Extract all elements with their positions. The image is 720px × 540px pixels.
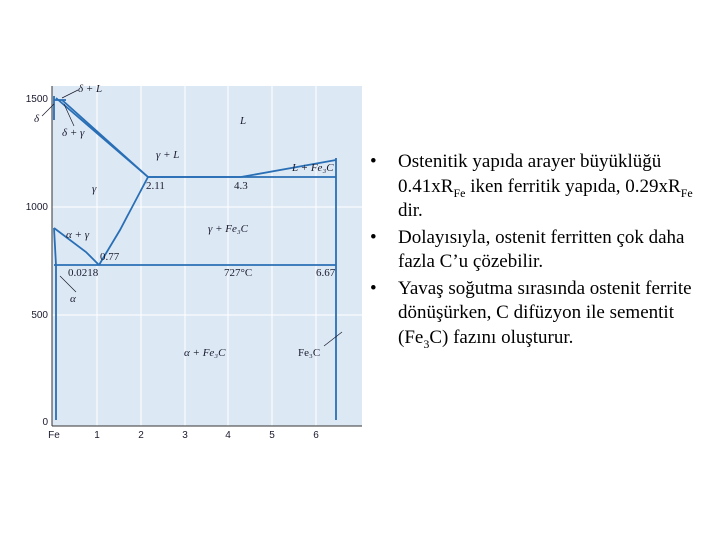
- y-tick-0: 0: [42, 417, 48, 428]
- y-tick-1000: 1000: [26, 202, 48, 213]
- bullet-item-2: • Dolayısıyla, ostenit ferritten çok daha fazla C’u çözebilir.: [370, 226, 685, 272]
- bullet-glyph: •: [370, 151, 377, 172]
- region-delta-gamma: δ + γ: [62, 127, 85, 139]
- bullet-item-1: • Ostenitik yapıda arayer büyüklüğü $0.41xR_{Fe}$ iken ferritik yapıda, $0.29xR_{Fe}$ dir.: [370, 151, 693, 221]
- region-delta: δ: [34, 113, 40, 125]
- region-gamma-fe3c: γ + Fe₃C: [208, 223, 249, 235]
- x-tick-fe: Fe: [48, 430, 60, 440]
- bullet-list: [366, 150, 711, 352]
- bullet-glyph: •: [370, 226, 377, 248]
- point-6-67: 6.67: [316, 267, 336, 279]
- y-tick-1500: 1500: [26, 94, 48, 105]
- region-alpha-fe3c: α + Fe₃C: [184, 347, 226, 359]
- region-alpha: α: [70, 293, 76, 305]
- x-tick-3: 3: [182, 430, 188, 440]
- bullet-glyph: •: [370, 277, 377, 299]
- x-tick-1: 1: [94, 430, 100, 440]
- x-tick-4: 4: [225, 430, 231, 440]
- x-tick-2: 2: [138, 430, 144, 440]
- y-tick-500: 500: [31, 310, 48, 321]
- region-gamma-l: γ + L: [156, 149, 180, 161]
- region-fe3c: Fe₃C: [298, 347, 321, 359]
- bullet-item-3: • Yavaş soğutma sırasında ostenit ferrite dönüşürken, C difüzyon ile sementit $(Fe_3C)$ fazını oluşturur.: [370, 277, 692, 351]
- point-4-3: 4.3: [234, 180, 248, 192]
- point-0-77: 0.77: [100, 251, 120, 263]
- x-tick-5: 5: [269, 430, 275, 440]
- region-alpha-gamma: α + γ: [66, 229, 90, 241]
- eutectoid-temperature: 727°C: [224, 267, 253, 279]
- point-2-11: 2.11: [146, 180, 165, 192]
- region-delta-l: δ + L: [78, 83, 103, 95]
- x-tick-6: 6: [313, 430, 319, 440]
- region-l-fe3c: L + Fe₃C: [292, 162, 334, 174]
- point-0-0218: 0.0218: [68, 267, 99, 279]
- region-gamma: γ: [92, 183, 97, 195]
- region-liquid: L: [240, 115, 247, 127]
- iron-carbon-phase-diagram: [26, 80, 362, 440]
